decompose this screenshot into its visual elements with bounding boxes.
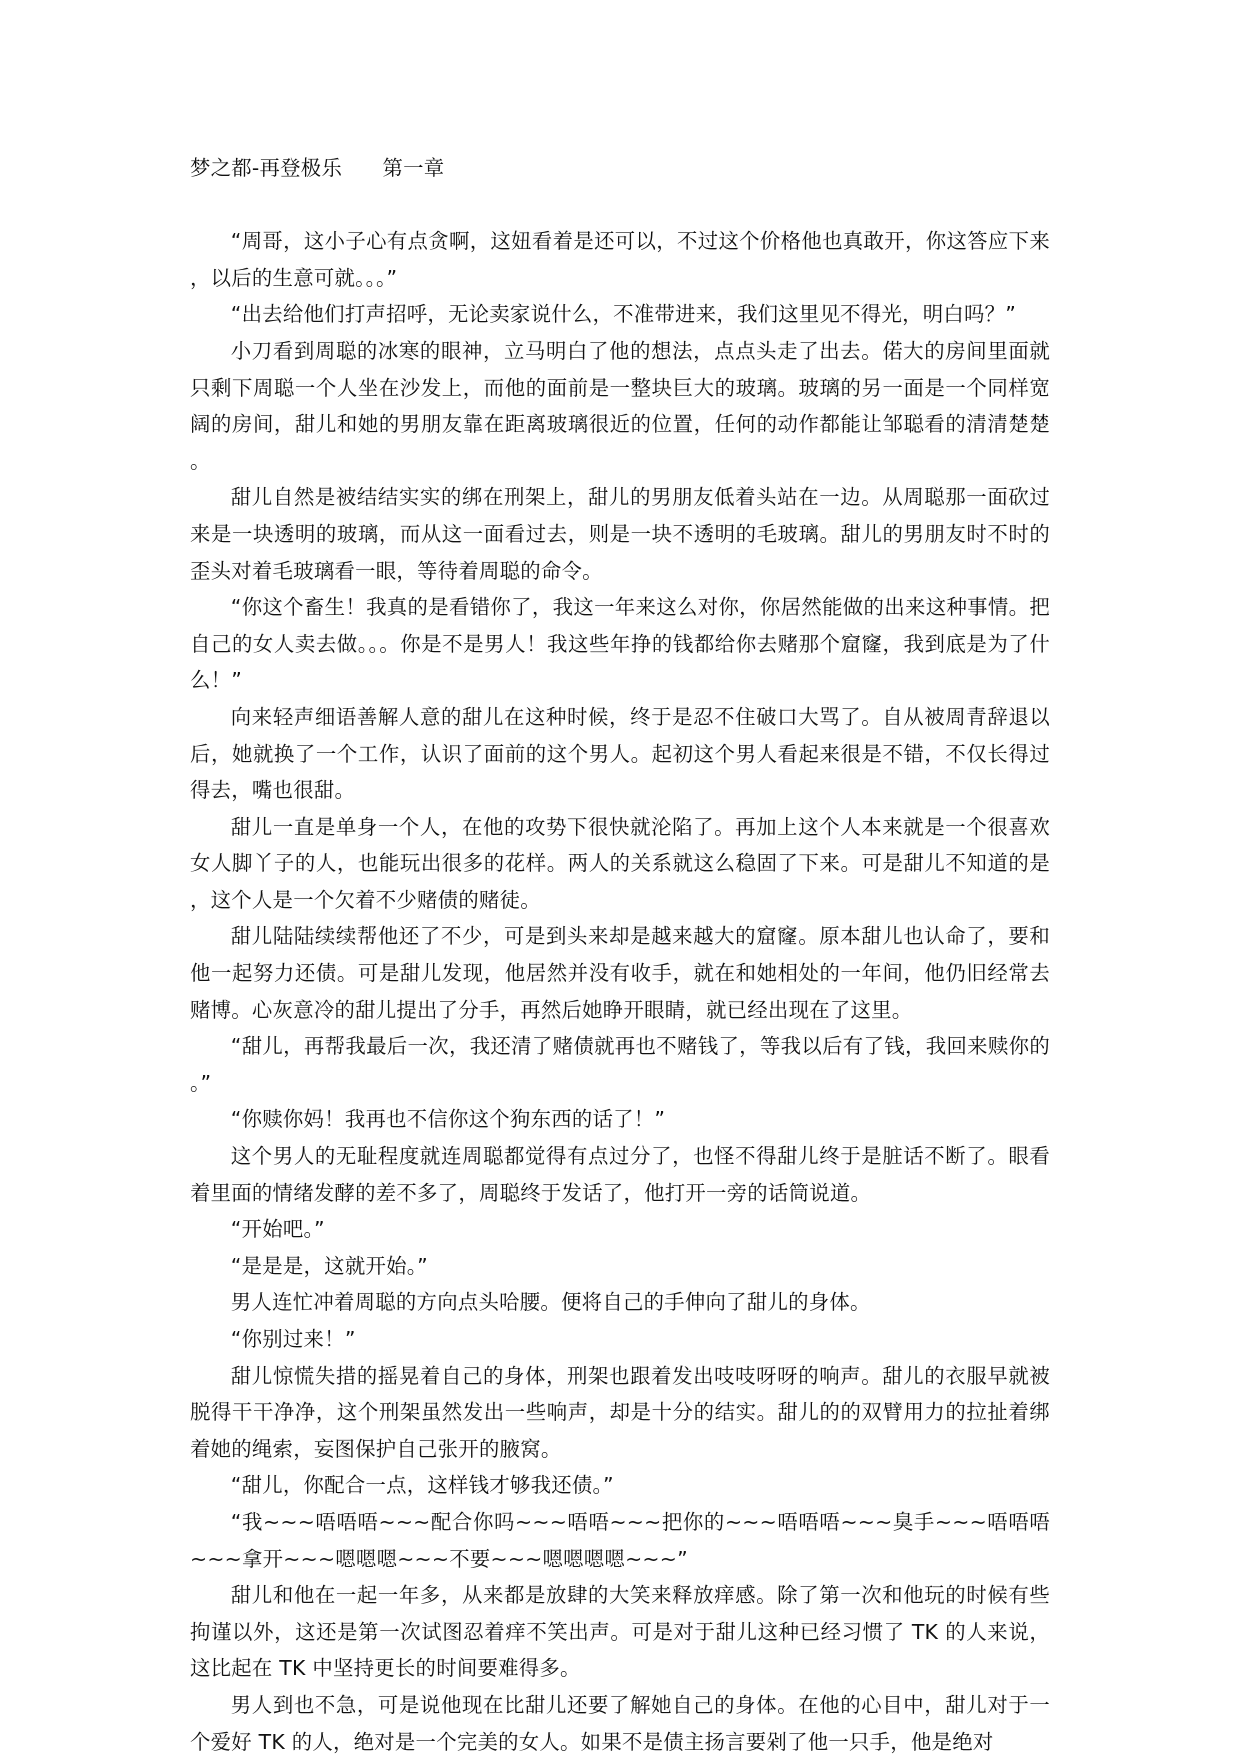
paragraph: “甜儿，你配合一点，这样钱才够我还债。”: [230, 1473, 614, 1498]
paragraph: 甜儿陆陆续续帮他还了不少，可是到头来却是越来越大的窟窿。原本甜儿也认命了，要和他一起努力还债。可是甜儿发现，他居然并没有收手，就在和她相处的一年间，他仍旧经常去赌博。心灰意冷的甜儿提出了分手，再然后她睁开眼睛，就已经出现在了这里。: [190, 924, 1050, 1022]
chapter-title: 梦之都-再登极乐 第一章: [190, 156, 445, 180]
paragraph: “甜儿，再帮我最后一次，我还清了赌债就再也不赌钱了，等我以后有了钱，我回来赎你的。”: [190, 1034, 1050, 1095]
paragraph: “是是是，这就开始。”: [230, 1253, 428, 1278]
paragraph: 甜儿和他在一起一年多，从来都是放肆的大笑来释放痒感。除了第一次和他玩的时候有些拘谨以外，这还是第一次试图忍着痒不笑出声。可是对于甜儿这种已经习惯了 TK 的人来说，这比起在 TK 中坚持更长的时间要难得多。: [190, 1583, 1050, 1681]
paragraph: “你这个畜生！我真的是看错你了，我这一年来这么对你，你居然能做的出来这种事情。把自己的女人卖去做。。。你是不是男人！我这些年挣的钱都给你去赌那个窟窿，我到底是为了什么！”: [190, 595, 1050, 693]
paragraph: 这个男人的无耻程度就连周聪都觉得有点过分了，也怪不得甜儿终于是脏话不断了。眼看着里面的情绪发酵的差不多了，周聪终于发话了，他打开一旁的话筒说道。: [190, 1144, 1050, 1205]
paragraph: “周哥，这小子心有点贪啊，这妞看着是还可以，不过这个价格他也真敢开，你这答应下来，以后的生意可就。。。”: [190, 229, 1050, 290]
paragraph: 甜儿一直是单身一个人，在他的攻势下很快就沦陷了。再加上这个人本来就是一个很喜欢女人脚丫子的人，也能玩出很多的花样。两人的关系就这么稳固了下来。可是甜儿不知道的是，这个人是一个欠着不少赌债的赌徒。: [190, 814, 1050, 912]
paragraph: “你别过来！”: [230, 1327, 356, 1351]
paragraph: 男人连忙冲着周聪的方向点头哈腰。便将自己的手伸向了甜儿的身体。: [230, 1290, 871, 1315]
paragraph: 甜儿惊慌失措的摇晃着自己的身体，刑架也跟着发出吱吱呀呀的响声。甜儿的衣服早就被脱得干干净净，这个刑架虽然发出一些响声，却是十分的结实。甜儿的的双臂用力的拉扯着绑着她的绳索，妄图保护自己张开的腋窝。: [190, 1363, 1050, 1461]
document-page: [190, 150, 1050, 1760]
paragraph: “你赎你妈！我再也不信你这个狗东西的话了！”: [230, 1107, 666, 1132]
paragraph: 男人到也不急，可是说他现在比甜儿还要了解她自己的身体。在他的心目中，甜儿对于一个爱好 TK 的人，绝对是一个完美的女人。如果不是债主扬言要剁了他一只手，他是绝对: [190, 1692, 1050, 1754]
paragraph: 向来轻声细语善解人意的甜儿在这种时候，终于是忍不住破口大骂了。自从被周青辞退以后，她就换了一个工作，认识了面前的这个男人。起初这个男人看起来很是不错，不仅长得过得去，嘴也很甜。: [190, 704, 1050, 803]
paragraph: 小刀看到周聪的冰寒的眼神，立马明白了他的想法，点点头走了出去。偌大的房间里面就只剩下周聪一个人坐在沙发上，而他的面前是一整块巨大的玻璃。玻璃的另一面是一个同样宽阔的房间，甜儿和她的男朋友靠在距离玻璃很近的位置，任何的动作都能让邹聪看的清清楚楚。: [190, 338, 1050, 473]
paragraph: “开始吧。”: [230, 1217, 325, 1242]
paragraph: “我~~~唔唔唔~~~配合你吗~~~唔唔~~~把你的~~~唔唔唔~~~臭手~~~唔唔唔~~~拿开~~~嗯嗯嗯~~~不要~~~嗯嗯嗯嗯~~~”: [190, 1509, 1050, 1571]
paragraph: “出去给他们打声招呼，无论卖家说什么，不准带进来，我们这里见不得光，明白吗？”: [230, 302, 1017, 327]
paragraph: 甜儿自然是被结结实实的绑在刑架上，甜儿的男朋友低着头站在一边。从周聪那一面砍过来是一块透明的玻璃，而从这一面看过去，则是一块不透明的毛玻璃。甜儿的男朋友时不时的歪头对着毛玻璃看一眼，等待着周聪的命令。: [190, 485, 1050, 583]
